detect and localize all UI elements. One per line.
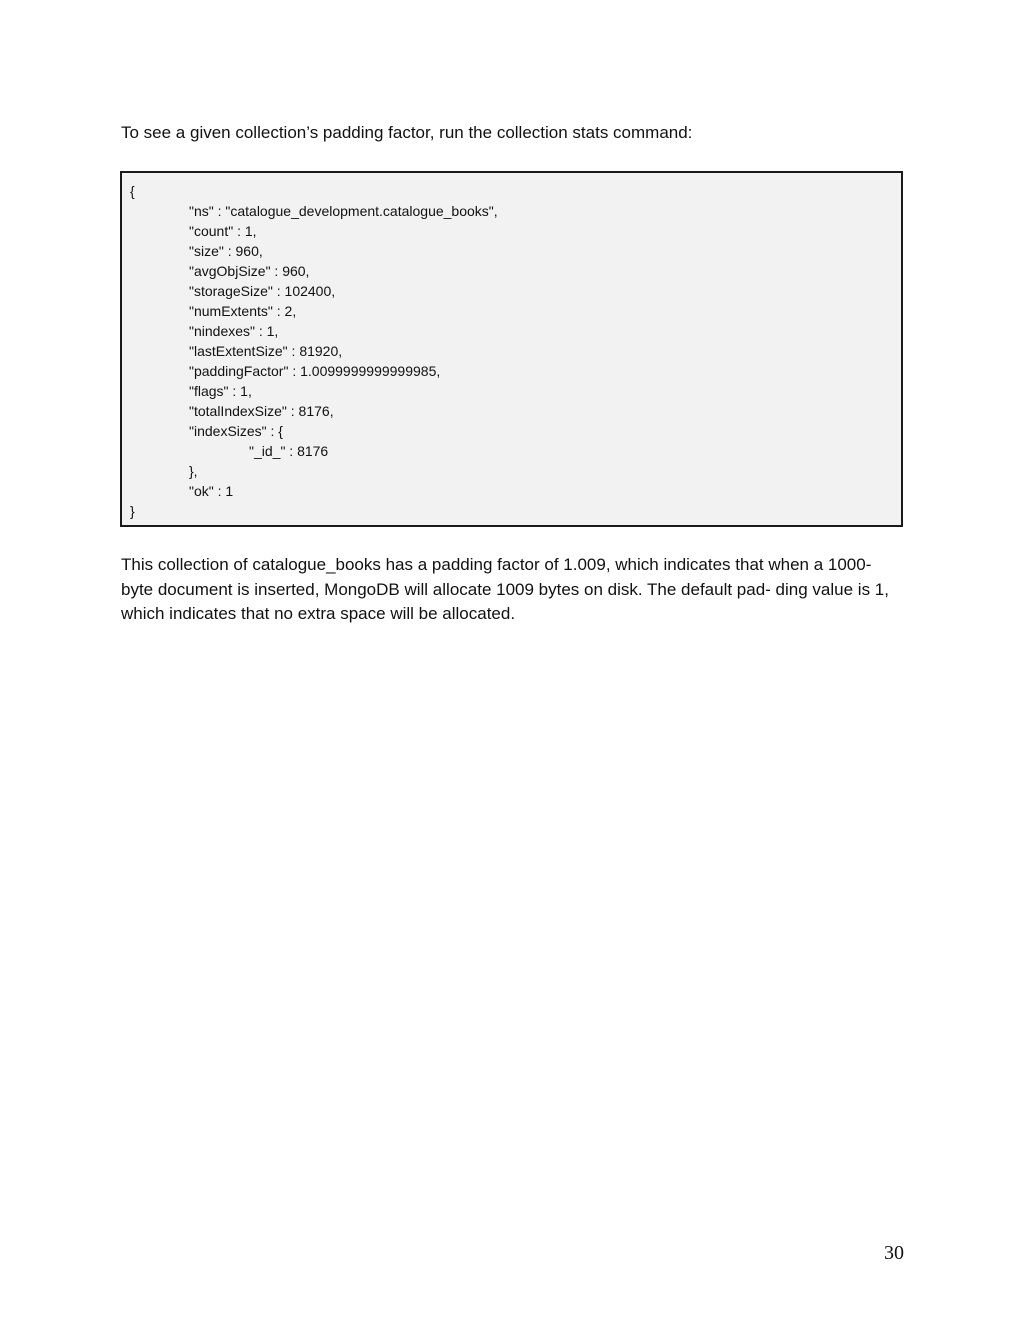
code-close-brace: }: [130, 503, 135, 519]
code-line: "storageSize" : 102400,: [189, 283, 336, 299]
code-line: "avgObjSize" : 960,: [189, 263, 310, 279]
code-line: "flags" : 1,: [189, 383, 252, 399]
code-line: "lastExtentSize" : 81920,: [189, 343, 343, 359]
code-block: [120, 171, 903, 527]
page-number: 30: [884, 1242, 904, 1264]
body-paragraph: This collection of catalogue_books has a padding factor of 1.009, which indicates that when a 1000- byte document is inserted, MongoDB will allocate 1009 bytes on disk. The default pad- ding value is 1, which indicates that no extra space will be allocated.: [121, 555, 889, 623]
code-line: "numExtents" : 2,: [189, 303, 297, 319]
code-line: "indexSizes" : {: [189, 423, 283, 439]
code-ok-line: "ok" : 1: [189, 483, 234, 499]
code-open-brace: {: [130, 183, 135, 199]
code-nested-close: },: [189, 463, 198, 479]
intro-paragraph: To see a given collection’s padding factor, run the collection stats command:: [121, 123, 693, 142]
code-nested-line: "_id_" : 8176: [249, 443, 329, 459]
code-line: "count" : 1,: [189, 223, 257, 239]
code-line: "ns" : "catalogue_development.catalogue_books",: [189, 203, 498, 219]
code-line: "totalIndexSize" : 8176,: [189, 403, 334, 419]
code-line: "nindexes" : 1,: [189, 323, 279, 339]
code-line: "paddingFactor" : 1.0099999999999985,: [189, 363, 441, 379]
code-line: "size" : 960,: [189, 243, 263, 259]
